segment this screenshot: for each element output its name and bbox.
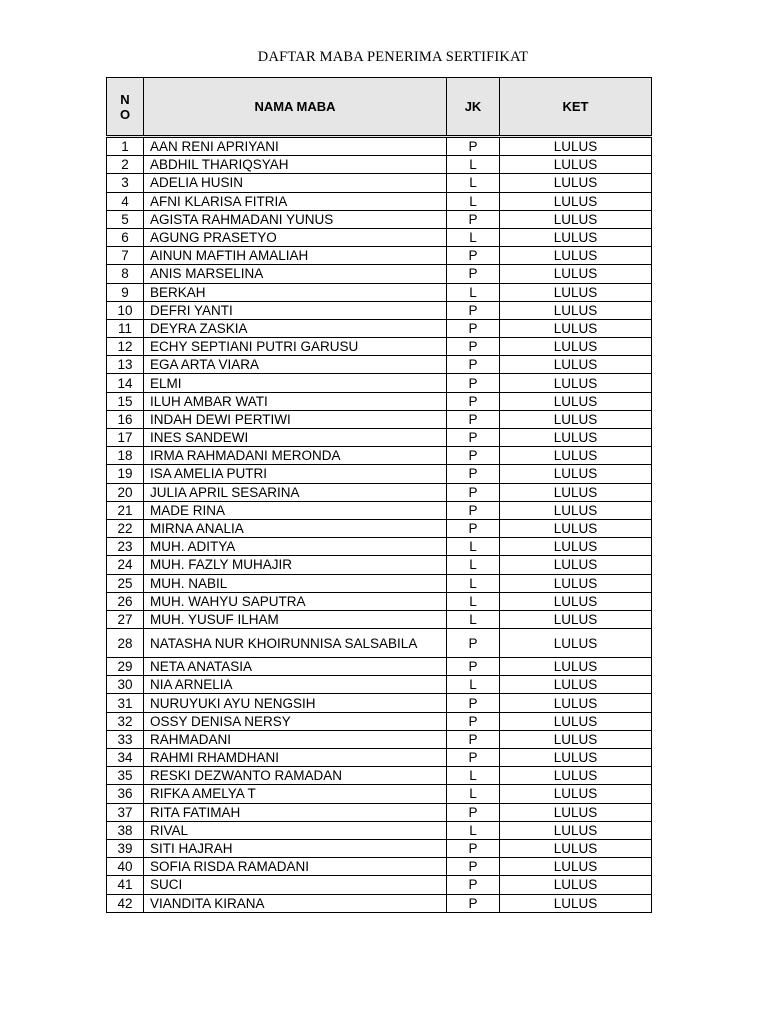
cell-jk: P <box>447 465 500 483</box>
cell-jk: L <box>447 785 500 803</box>
cell-ket: LULUS <box>500 319 652 337</box>
cell-no: 12 <box>107 338 144 356</box>
table-row <box>107 283 652 301</box>
document-title: DAFTAR MABA PENERIMA SERTIFIKAT <box>257 49 529 65</box>
cell-no: 18 <box>107 447 144 465</box>
cell-jk: P <box>447 429 500 447</box>
cell-jk: L <box>447 538 500 556</box>
cell-ket: LULUS <box>500 712 652 730</box>
cell-ket: LULUS <box>500 894 652 912</box>
table-row <box>107 839 652 857</box>
cell-name: NURUYUKI AYU NENGSIH <box>144 694 447 712</box>
table-row <box>107 538 652 556</box>
cell-ket: LULUS <box>500 137 652 156</box>
cell-ket: LULUS <box>500 374 652 392</box>
table-row <box>107 410 652 428</box>
cell-jk: P <box>447 749 500 767</box>
cell-no: 22 <box>107 519 144 537</box>
cell-jk: L <box>447 192 500 210</box>
cell-jk: L <box>447 283 500 301</box>
cell-jk: P <box>447 447 500 465</box>
cell-name: AINUN MAFTIH AMALIAH <box>144 247 447 265</box>
cell-no: 1 <box>107 137 144 156</box>
cell-no: 9 <box>107 283 144 301</box>
cell-ket: LULUS <box>500 210 652 228</box>
cell-no: 6 <box>107 228 144 246</box>
cell-no: 38 <box>107 821 144 839</box>
cell-ket: LULUS <box>500 447 652 465</box>
cell-name: SITI HAJRAH <box>144 839 447 857</box>
table-row <box>107 658 652 676</box>
cell-name: ILUH AMBAR WATI <box>144 392 447 410</box>
cell-ket: LULUS <box>500 574 652 592</box>
cell-ket: LULUS <box>500 483 652 501</box>
cell-jk: P <box>447 858 500 876</box>
table-row <box>107 356 652 374</box>
table-row <box>107 392 652 410</box>
cell-jk: P <box>447 483 500 501</box>
cell-jk: P <box>447 730 500 748</box>
cell-jk: P <box>447 265 500 283</box>
cell-ket: LULUS <box>500 629 652 658</box>
cell-no: 37 <box>107 803 144 821</box>
table-row <box>107 319 652 337</box>
cell-no: 27 <box>107 610 144 628</box>
cell-no: 15 <box>107 392 144 410</box>
cell-no: 34 <box>107 749 144 767</box>
cell-no: 21 <box>107 501 144 519</box>
table-row <box>107 519 652 537</box>
table-row <box>107 592 652 610</box>
cell-ket: LULUS <box>500 876 652 894</box>
cell-jk: P <box>447 392 500 410</box>
cell-no: 11 <box>107 319 144 337</box>
cell-no: 4 <box>107 192 144 210</box>
table-row <box>107 447 652 465</box>
cell-jk: P <box>447 247 500 265</box>
cell-jk: L <box>447 174 500 192</box>
cell-name: MUH. WAHYU SAPUTRA <box>144 592 447 610</box>
cell-jk: P <box>447 410 500 428</box>
cell-jk: P <box>447 319 500 337</box>
table-row <box>107 156 652 174</box>
cell-ket: LULUS <box>500 301 652 319</box>
cell-no: 10 <box>107 301 144 319</box>
table-row <box>107 676 652 694</box>
table-row <box>107 301 652 319</box>
cell-no: 14 <box>107 374 144 392</box>
cell-jk: L <box>447 574 500 592</box>
cell-no: 35 <box>107 767 144 785</box>
cell-no: 26 <box>107 592 144 610</box>
cell-ket: LULUS <box>500 749 652 767</box>
cell-ket: LULUS <box>500 592 652 610</box>
cell-jk: P <box>447 519 500 537</box>
cell-jk: L <box>447 821 500 839</box>
cell-name: ECHY SEPTIANI PUTRI GARUSU <box>144 338 447 356</box>
cell-jk: P <box>447 374 500 392</box>
cell-jk: P <box>447 210 500 228</box>
cell-ket: LULUS <box>500 174 652 192</box>
cell-name: IRMA RAHMADANI MERONDA <box>144 447 447 465</box>
table-row <box>107 821 652 839</box>
cell-no: 36 <box>107 785 144 803</box>
cell-jk: L <box>447 592 500 610</box>
cell-name: DEYRA ZASKIA <box>144 319 447 337</box>
cell-name: INES SANDEWI <box>144 429 447 447</box>
cell-ket: LULUS <box>500 803 652 821</box>
cell-jk: P <box>447 629 500 658</box>
cell-ket: LULUS <box>500 283 652 301</box>
table-row <box>107 610 652 628</box>
cell-jk: P <box>447 501 500 519</box>
cell-name: MADE RINA <box>144 501 447 519</box>
table-row <box>107 712 652 730</box>
cell-jk: P <box>447 694 500 712</box>
table-row <box>107 730 652 748</box>
cell-name: ISA AMELIA PUTRI <box>144 465 447 483</box>
cell-ket: LULUS <box>500 338 652 356</box>
cell-name: MIRNA ANALIA <box>144 519 447 537</box>
table-row <box>107 574 652 592</box>
table-row <box>107 894 652 912</box>
column-header-no: NO <box>107 78 144 137</box>
recipient-table <box>106 77 652 913</box>
cell-name: AGISTA RAHMADANI YUNUS <box>144 210 447 228</box>
cell-ket: LULUS <box>500 676 652 694</box>
cell-name: ANIS MARSELINA <box>144 265 447 283</box>
cell-jk: L <box>447 676 500 694</box>
cell-jk: P <box>447 876 500 894</box>
cell-name: VIANDITA KIRANA <box>144 894 447 912</box>
cell-ket: LULUS <box>500 767 652 785</box>
cell-ket: LULUS <box>500 785 652 803</box>
cell-ket: LULUS <box>500 228 652 246</box>
cell-ket: LULUS <box>500 839 652 857</box>
cell-no: 23 <box>107 538 144 556</box>
cell-name: NETA ANATASIA <box>144 658 447 676</box>
cell-ket: LULUS <box>500 247 652 265</box>
cell-no: 2 <box>107 156 144 174</box>
cell-no: 41 <box>107 876 144 894</box>
cell-no: 19 <box>107 465 144 483</box>
cell-ket: LULUS <box>500 730 652 748</box>
cell-no: 31 <box>107 694 144 712</box>
cell-no: 29 <box>107 658 144 676</box>
table-row <box>107 501 652 519</box>
table-header <box>107 78 652 137</box>
table-row <box>107 694 652 712</box>
cell-jk: P <box>447 356 500 374</box>
table-body <box>107 137 652 913</box>
table-row <box>107 876 652 894</box>
cell-ket: LULUS <box>500 265 652 283</box>
cell-jk: P <box>447 839 500 857</box>
table-row <box>107 338 652 356</box>
cell-no: 17 <box>107 429 144 447</box>
cell-no: 30 <box>107 676 144 694</box>
table-row <box>107 465 652 483</box>
cell-ket: LULUS <box>500 410 652 428</box>
cell-name: SUCI <box>144 876 447 894</box>
cell-no: 7 <box>107 247 144 265</box>
cell-jk: P <box>447 658 500 676</box>
cell-ket: LULUS <box>500 821 652 839</box>
cell-name: NATASHA NUR KHOIRUNNISA SALSABILA <box>144 629 447 658</box>
cell-ket: LULUS <box>500 538 652 556</box>
cell-ket: LULUS <box>500 465 652 483</box>
cell-name: RIVAL <box>144 821 447 839</box>
table-row <box>107 749 652 767</box>
cell-no: 8 <box>107 265 144 283</box>
table-row <box>107 483 652 501</box>
table-row <box>107 228 652 246</box>
column-header-name: NAMA MABA <box>144 78 447 137</box>
cell-jk: P <box>447 712 500 730</box>
cell-name: JULIA APRIL SESARINA <box>144 483 447 501</box>
cell-name: AGUNG PRASETYO <box>144 228 447 246</box>
cell-name: SOFIA RISDA RAMADANI <box>144 858 447 876</box>
table-row <box>107 210 652 228</box>
cell-name: INDAH DEWI PERTIWI <box>144 410 447 428</box>
cell-name: ADELIA HUSIN <box>144 174 447 192</box>
cell-name: RITA FATIMAH <box>144 803 447 821</box>
cell-name: RESKI DEZWANTO RAMADAN <box>144 767 447 785</box>
cell-ket: LULUS <box>500 858 652 876</box>
cell-name: NIA ARNELIA <box>144 676 447 694</box>
cell-ket: LULUS <box>500 694 652 712</box>
cell-no: 32 <box>107 712 144 730</box>
cell-name: RAHMADANI <box>144 730 447 748</box>
table-row <box>107 429 652 447</box>
cell-no: 42 <box>107 894 144 912</box>
cell-jk: L <box>447 228 500 246</box>
cell-ket: LULUS <box>500 556 652 574</box>
table-row <box>107 629 652 658</box>
cell-jk: L <box>447 156 500 174</box>
cell-jk: P <box>447 301 500 319</box>
cell-jk: P <box>447 894 500 912</box>
cell-name: BERKAH <box>144 283 447 301</box>
table-row <box>107 785 652 803</box>
cell-name: OSSY DENISA NERSY <box>144 712 447 730</box>
header-row <box>107 78 652 137</box>
cell-jk: L <box>447 767 500 785</box>
cell-jk: P <box>447 338 500 356</box>
cell-no: 16 <box>107 410 144 428</box>
table-row <box>107 174 652 192</box>
cell-no: 25 <box>107 574 144 592</box>
cell-no: 20 <box>107 483 144 501</box>
cell-no: 39 <box>107 839 144 857</box>
cell-no: 40 <box>107 858 144 876</box>
cell-name: DEFRI YANTI <box>144 301 447 319</box>
table-row <box>107 803 652 821</box>
table-row <box>107 858 652 876</box>
cell-jk: L <box>447 610 500 628</box>
cell-name: AAN RENI APRIYANI <box>144 137 447 156</box>
cell-ket: LULUS <box>500 501 652 519</box>
table-row <box>107 247 652 265</box>
cell-jk: P <box>447 803 500 821</box>
column-header-ket: KET <box>500 78 652 137</box>
cell-name: MUH. ADITYA <box>144 538 447 556</box>
table-row <box>107 137 652 156</box>
cell-name: MUH. FAZLY MUHAJIR <box>144 556 447 574</box>
cell-name: EGA ARTA VIARA <box>144 356 447 374</box>
cell-ket: LULUS <box>500 356 652 374</box>
cell-jk: P <box>447 137 500 156</box>
cell-ket: LULUS <box>500 610 652 628</box>
cell-no: 33 <box>107 730 144 748</box>
cell-no: 5 <box>107 210 144 228</box>
cell-ket: LULUS <box>500 156 652 174</box>
cell-no: 13 <box>107 356 144 374</box>
cell-no: 3 <box>107 174 144 192</box>
table-row <box>107 192 652 210</box>
cell-ket: LULUS <box>500 429 652 447</box>
table-row <box>107 767 652 785</box>
cell-ket: LULUS <box>500 658 652 676</box>
cell-name: RAHMI RHAMDHANI <box>144 749 447 767</box>
cell-ket: LULUS <box>500 392 652 410</box>
cell-name: MUH. NABIL <box>144 574 447 592</box>
table-row <box>107 374 652 392</box>
cell-name: MUH. YUSUF ILHAM <box>144 610 447 628</box>
cell-name: ELMI <box>144 374 447 392</box>
cell-ket: LULUS <box>500 519 652 537</box>
cell-name: AFNI KLARISA FITRIA <box>144 192 447 210</box>
cell-name: ABDHIL THARIQSYAH <box>144 156 447 174</box>
cell-name: RIFKA AMELYA T <box>144 785 447 803</box>
cell-no: 24 <box>107 556 144 574</box>
column-header-jk: JK <box>447 78 500 137</box>
cell-no: 28 <box>107 629 144 658</box>
cell-ket: LULUS <box>500 192 652 210</box>
table-row <box>107 556 652 574</box>
cell-jk: L <box>447 556 500 574</box>
table-row <box>107 265 652 283</box>
